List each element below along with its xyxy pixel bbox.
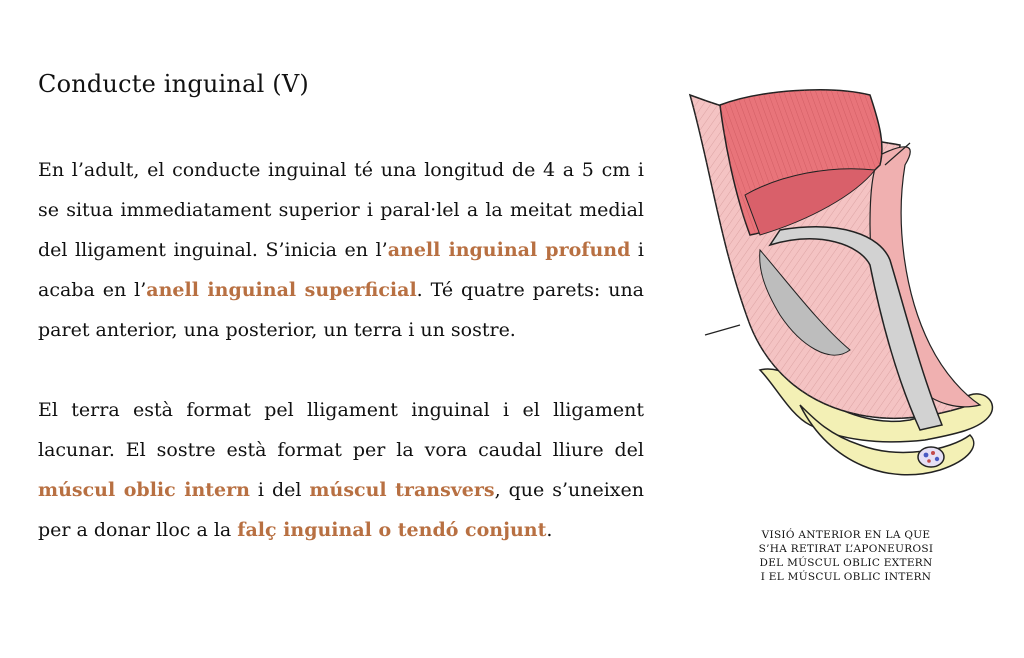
caption-line: I EL MÚSCUL OBLIC INTERN (760, 571, 932, 583)
body-text (38, 150, 644, 550)
text-segment: i del (249, 479, 310, 501)
caption-line: S’HA RETIRAT L’APONEUROSI (758, 543, 934, 555)
text-segment: i acaba en l’ (38, 239, 645, 301)
term-internal-oblique-muscle[interactable]: múscul oblic intern (38, 479, 250, 501)
text-segment: El terra està format pel lligament inguinal i el lligament lacunar. El sostre està format per la vora caudal lliure del (38, 399, 644, 461)
term-deep-inguinal-ring[interactable]: anell inguinal profund (387, 239, 631, 261)
text-segment: . Té quatre parets: una paret anterior, una posterior, un terra i un sostre. (38, 279, 645, 341)
cord-cross-section (918, 447, 944, 467)
caption-line: VISIÓ ANTERIOR EN LA QUE (761, 529, 931, 541)
term-superficial-inguinal-ring[interactable]: anell inguinal superficial (146, 279, 417, 301)
term-transversus-muscle[interactable]: múscul transvers (309, 479, 495, 501)
retractor-pin-left (705, 325, 740, 335)
page-title: Conducte inguinal (V) (38, 70, 309, 98)
caption-line: DEL MÚSCUL OBLIC EXTERN (759, 557, 933, 569)
text-segment: En l’adult, el conducte inguinal té una longitud de 4 a 5 cm i se situa immediatament superior i paral·lel a la meitat medial del lligament inguinal. S’inicia en l’ (38, 159, 644, 261)
term-conjoint-tendon[interactable]: falç inguinal o tendó conjunt (237, 519, 547, 541)
paragraph-1 (38, 150, 644, 350)
paragraph-2 (38, 390, 644, 550)
figure-caption (730, 528, 962, 584)
text-segment: , que s’uneixen per a donar lloc a la (38, 479, 644, 541)
anatomy-illustration (680, 85, 1000, 495)
text-segment: . (546, 519, 553, 541)
